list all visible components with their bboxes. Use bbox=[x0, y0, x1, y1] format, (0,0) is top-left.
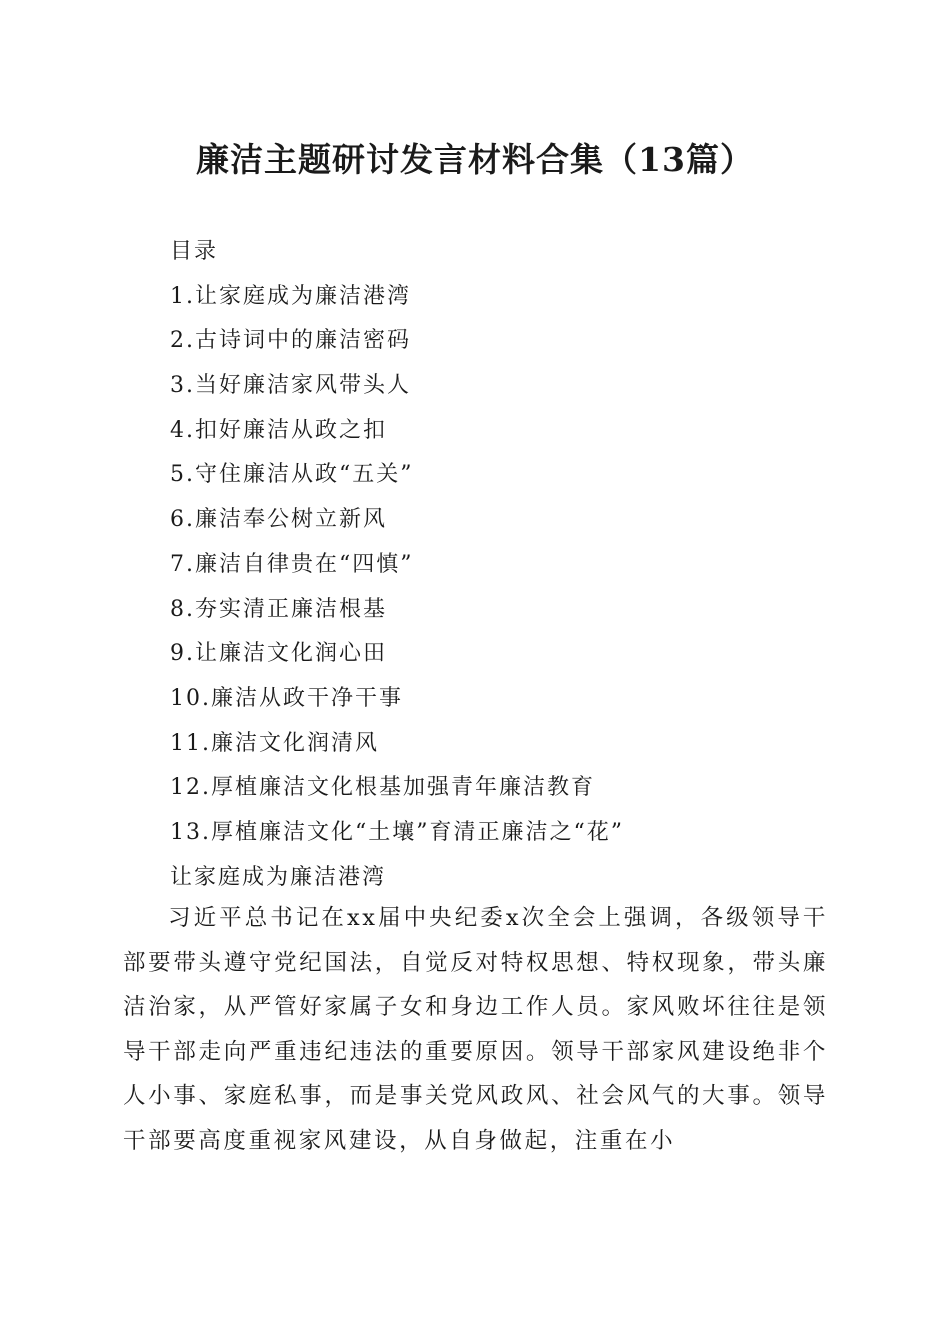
toc-item: 9.让廉洁文化润心田 bbox=[170, 641, 387, 667]
toc-item: 11.廉洁文化润清风 bbox=[170, 730, 379, 756]
toc-item: 1.让家庭成为廉洁港湾 bbox=[170, 283, 411, 309]
section-heading: 让家庭成为廉洁港湾 bbox=[170, 864, 387, 890]
toc-item: 8.夯实清正廉洁根基 bbox=[170, 596, 387, 622]
toc-item: 7.廉洁自律贵在“四慎” bbox=[170, 551, 414, 577]
toc-item: 10.廉洁从政干净干事 bbox=[170, 685, 403, 711]
toc-item: 13.厚植廉洁文化“土壤”育清正廉洁之“花” bbox=[170, 819, 624, 845]
body-paragraph: 习近平总书记在xx届中央纪委x次全会上强调，各级领导干部要带头遵守党纪国法，自觉反对特权思想、特权现象，带头廉洁治家，从严管好家属子女和身边工作人员。家风败坏往往是领导干部走向严重违纪违法的重要原因。领导干部家风建设绝非个人小事、家庭私事，而是事关党风政风、社会风气的大事。领导干部要高度重视家风建设，从自身做起，注重在小 bbox=[123, 905, 828, 1154]
toc-item: 2.古诗词中的廉洁密码 bbox=[170, 328, 411, 354]
toc-heading: 目录 bbox=[170, 239, 219, 264]
table-of-contents bbox=[170, 230, 830, 900]
toc-item: 3.当好廉洁家风带头人 bbox=[170, 373, 411, 399]
toc-item: 5.守住廉洁从政“五关” bbox=[170, 462, 414, 488]
toc-item: 12.厚植廉洁文化根基加强青年廉洁教育 bbox=[170, 775, 595, 801]
toc-item: 6.廉洁奉公树立新风 bbox=[170, 507, 387, 533]
toc-item: 4.扣好廉洁从政之扣 bbox=[170, 417, 387, 443]
document-title: 廉洁主题研讨发言材料合集（13篇） bbox=[196, 140, 754, 179]
